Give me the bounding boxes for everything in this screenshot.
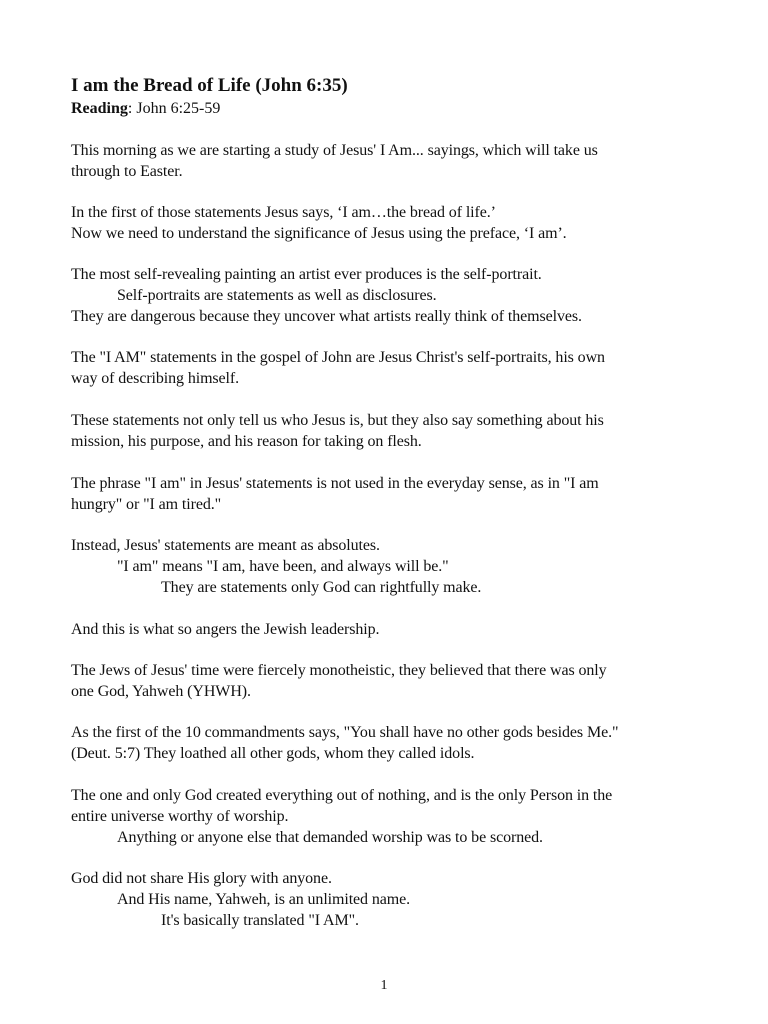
text-line: The phrase "I am" in Jesus' statements is not used in the everyday sense, as in "I am: [71, 475, 599, 492]
text-line: And His name, Yahweh, is an unlimited name.: [117, 891, 410, 908]
text-line: way of describing himself.: [71, 370, 240, 387]
reading-text: : John 6:25-59: [127, 100, 221, 117]
text-line: Instead, Jesus' statements are meant as absolutes.: [71, 537, 380, 554]
text-line: This morning as we are starting a study of Jesus' I Am... sayings, which will take us: [71, 142, 598, 159]
text-line: They are dangerous because they uncover what artists really think of themselves.: [71, 308, 582, 325]
text-line: God did not share His glory with anyone.: [71, 870, 332, 887]
text-line: Self-portraits are statements as well as disclosures.: [117, 287, 437, 304]
text-line: entire universe worthy of worship.: [71, 808, 289, 825]
text-line: And this is what so angers the Jewish leadership.: [71, 621, 380, 638]
text-line: (Deut. 5:7) They loathed all other gods, whom they called idols.: [71, 745, 475, 762]
text-line: These statements not only tell us who Jesus is, but they also say something about his: [71, 412, 604, 429]
text-line: The "I AM" statements in the gospel of John are Jesus Christ's self-portraits, his own: [71, 349, 605, 366]
text-line: Now we need to understand the significance of Jesus using the preface, ‘I am’.: [71, 225, 567, 242]
text-line: As the first of the 10 commandments says, "You shall have no other gods besides Me.": [71, 724, 619, 741]
text-line: In the first of those statements Jesus says, ‘I am…the bread of life.’: [71, 204, 496, 221]
text-line: It's basically translated "I AM".: [161, 912, 359, 929]
text-line: The most self-revealing painting an artist ever produces is the self-portrait.: [71, 266, 542, 283]
reading-reference: [71, 98, 220, 120]
text-line: The one and only God created everything out of nothing, and is the only Person in the: [71, 787, 613, 804]
document-title: I am the Bread of Life (John 6:35): [71, 75, 348, 96]
text-line: through to Easter.: [71, 163, 183, 180]
text-line: "I am" means "I am, have been, and always will be.": [117, 558, 449, 575]
text-line: mission, his purpose, and his reason for taking on flesh.: [71, 433, 422, 450]
page-number: 1: [380, 978, 388, 993]
text-line: hungry" or "I am tired.": [71, 496, 222, 513]
text-line: The Jews of Jesus' time were fiercely monotheistic, they believed that there was only: [71, 662, 607, 679]
text-line: Anything or anyone else that demanded worship was to be scorned.: [117, 829, 543, 846]
text-line: They are statements only God can rightfully make.: [161, 579, 482, 596]
reading-label: Reading: [71, 100, 128, 117]
text-line: one God, Yahweh (YHWH).: [71, 683, 251, 700]
